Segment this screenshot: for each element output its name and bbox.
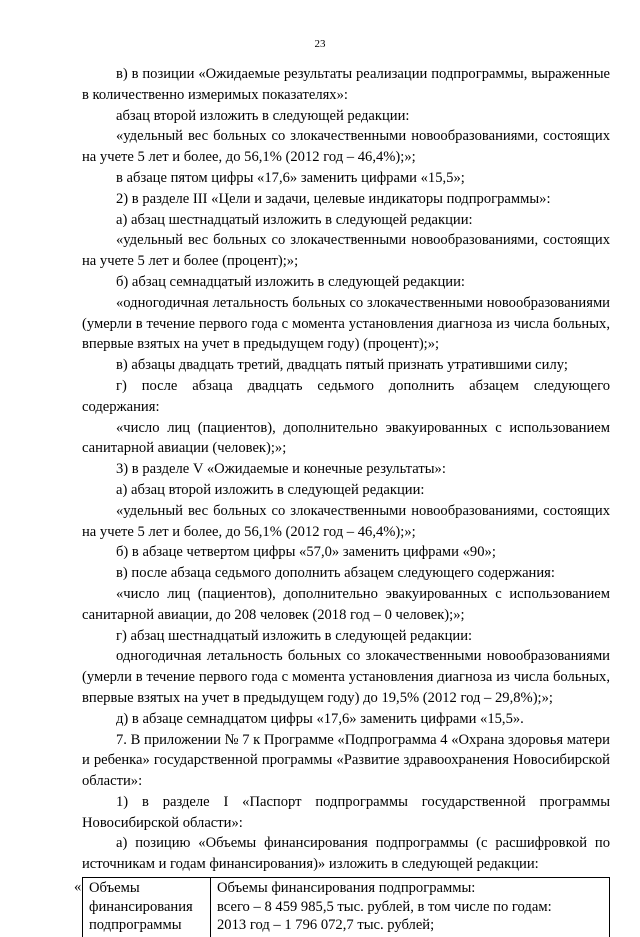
value-line: Объемы финансирования подпрограммы:	[217, 880, 476, 897]
paragraph: в) абзацы двадцать третий, двадцать пятый признать утратившими силу;	[116, 357, 568, 374]
value-line: 2013 год – 1 796 072,7 тыс. рублей;	[217, 917, 435, 934]
table-cell-value	[211, 878, 610, 937]
paragraph: 7. В приложении № 7 к Программе «Подпрограмма 4 «Охрана здоровья матери и ребенка» государственной программы «Развитие здравоохранения Новосибирской области»:	[82, 731, 610, 790]
table-row	[83, 878, 610, 937]
paragraph: а) позицию «Объемы финансирования подпрограммы (с расшифровкой по источникам и годам финансирования)» изложить в следующей редакции:	[82, 835, 610, 873]
label-line: подпрограммы	[89, 917, 182, 934]
paragraph: в) после абзаца седьмого дополнить абзацем следующего содержания:	[116, 565, 555, 582]
paragraph: б) абзац семнадцатый изложить в следующей редакции:	[116, 273, 465, 290]
label-line: Объемы	[89, 880, 140, 897]
paragraph: «одногодичная летальность больных со злокачественными новообразованиями (умерли в течение первого года с момента установления диагноза из числа больных, впервые взятых на учет в предыдущем году) (процент);»;	[82, 294, 610, 353]
paragraph: б) в абзаце четвертом цифры «57,0» заменить цифрами «90»;	[116, 544, 496, 561]
paragraph: «число лиц (пациентов), дополнительно эвакуированных с использованием санитарной авиации (человек);»;	[82, 419, 610, 457]
value-line: всего – 8 459 985,5 тыс. рублей, в том числе по годам:	[217, 898, 552, 915]
table-cell-label	[83, 878, 211, 937]
funding-table	[82, 877, 610, 937]
paragraph: одногодичная летальность больных со злокачественными новообразованиями (умерли в течение первого года с момента установления диагноза из числа больных, впервые взятых на учет в предыдущем году) до 19,5% (2012 год – 29,8%);»;	[82, 648, 610, 706]
paragraph: г) абзац шестнадцатый изложить в следующей редакции:	[116, 627, 473, 644]
label-line: финансирования	[89, 898, 193, 915]
paragraph: д) в абзаце семнадцатом цифры «17,6» заменить цифрами «15,5».	[116, 710, 524, 727]
paragraph: а) абзац второй изложить в следующей редакции:	[116, 481, 425, 498]
paragraph: 3) в разделе V «Ожидаемые и конечные результаты»:	[116, 461, 446, 478]
paragraph: 2) в разделе III «Цели и задачи, целевые индикаторы подпрограммы»:	[116, 190, 551, 207]
paragraph: а) абзац шестнадцатый изложить в следующей редакции:	[116, 211, 473, 228]
paragraph: абзац второй изложить в следующей редакции:	[116, 107, 410, 124]
paragraph: г) после абзаца двадцать седьмого дополнить абзацем следующего содержания:	[82, 377, 610, 415]
paragraph: «удельный вес больных со злокачественными новообразованиями, состоящих на учете 5 лет и более, до 56,1% (2012 год – 46,4%);»;	[82, 502, 610, 540]
paragraph: 1) в разделе I «Паспорт подпрограммы государственной программы Новосибирской области»:	[82, 793, 610, 831]
paragraph: «удельный вес больных со злокачественными новообразованиями, состоящих на учете 5 лет и более (процент);»;	[82, 232, 610, 270]
document-body	[74, 64, 610, 937]
paragraph: в) в позиции «Ожидаемые результаты реализации подпрограммы, выраженные в количественно измеримых показателях»:	[82, 66, 610, 103]
open-quote: «	[74, 879, 82, 896]
paragraph: «число лиц (пациентов), дополнительно эвакуированных с использованием санитарной авиации, до 208 человек (2018 год – 0 человек);»;	[82, 585, 610, 623]
paragraph: «удельный вес больных со злокачественными новообразованиями, состоящих на учете 5 лет и более, до 56,1% (2012 год – 46,4%);»;	[82, 128, 610, 166]
funding-table-wrapper	[74, 877, 610, 937]
page-number: 23	[314, 38, 326, 50]
paragraph: в абзаце пятом цифры «17,6» заменить цифрами «15,5»;	[116, 169, 465, 186]
